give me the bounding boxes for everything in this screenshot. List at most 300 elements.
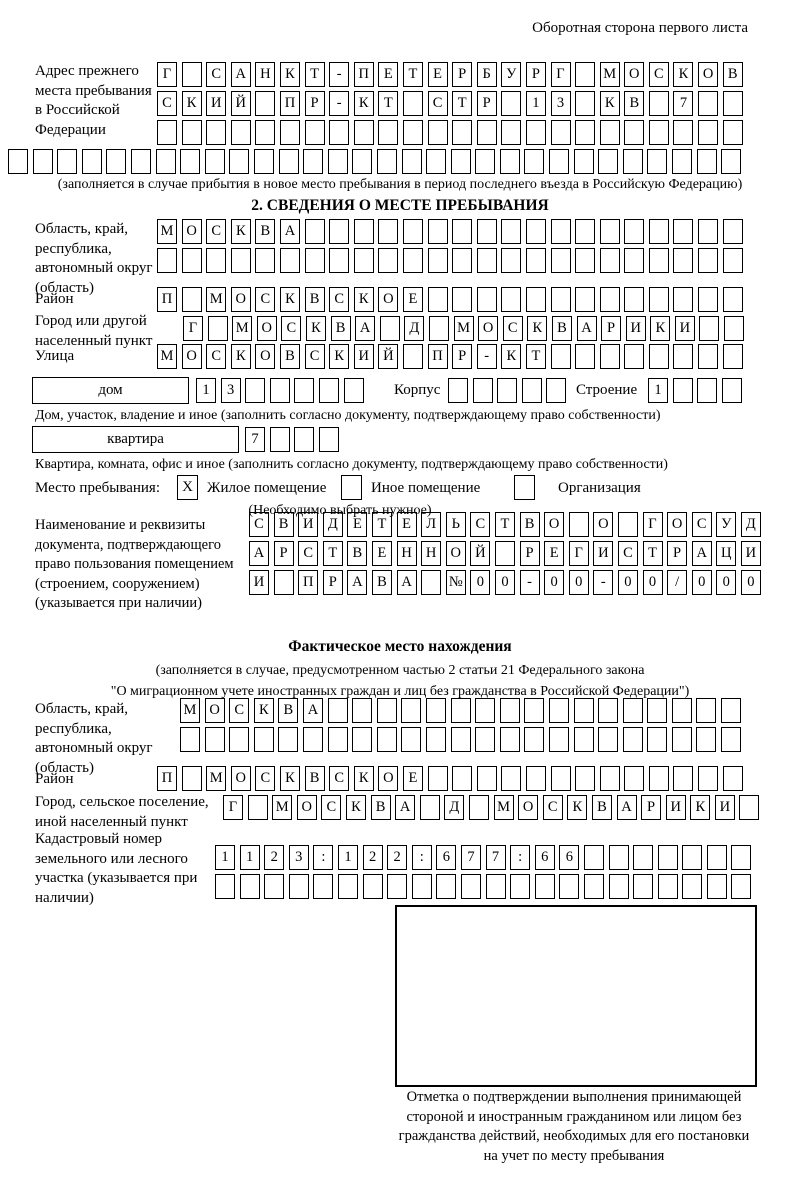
char-cell[interactable]: [575, 248, 595, 273]
checkbox-organizatsiya[interactable]: [514, 475, 535, 500]
char-cell[interactable]: М: [157, 219, 177, 244]
char-cell[interactable]: О: [257, 316, 277, 341]
char-cell[interactable]: [633, 874, 653, 899]
char-cell[interactable]: /: [667, 570, 687, 595]
char-cell[interactable]: О: [297, 795, 317, 820]
char-cell[interactable]: [329, 120, 349, 145]
char-cell[interactable]: [264, 874, 284, 899]
char-cell[interactable]: П: [428, 344, 448, 369]
char-cell[interactable]: [524, 149, 544, 174]
char-cell[interactable]: [723, 248, 743, 273]
char-cell[interactable]: К: [182, 91, 202, 116]
char-cell[interactable]: [584, 874, 604, 899]
char-cell[interactable]: В: [372, 570, 392, 595]
char-cell[interactable]: [180, 727, 200, 752]
char-cell[interactable]: [575, 766, 595, 791]
char-cell[interactable]: И: [675, 316, 695, 341]
char-cell[interactable]: Е: [403, 287, 423, 312]
char-cell[interactable]: В: [278, 698, 298, 723]
char-cell[interactable]: И: [593, 541, 613, 566]
char-cell[interactable]: Р: [477, 91, 497, 116]
char-cell[interactable]: [698, 344, 718, 369]
char-cell[interactable]: [255, 248, 275, 273]
char-cell[interactable]: [403, 248, 423, 273]
char-cell[interactable]: [270, 427, 290, 452]
char-cell[interactable]: Р: [641, 795, 661, 820]
char-cell[interactable]: [352, 698, 372, 723]
char-cell[interactable]: [477, 766, 497, 791]
char-cell[interactable]: 1: [338, 845, 358, 870]
char-cell[interactable]: С: [206, 344, 226, 369]
char-cell[interactable]: К: [501, 344, 521, 369]
char-cell[interactable]: [575, 62, 595, 87]
char-cell[interactable]: В: [371, 795, 391, 820]
char-cell[interactable]: К: [600, 91, 620, 116]
char-cell[interactable]: [647, 727, 667, 752]
char-cell[interactable]: К: [231, 219, 251, 244]
char-cell[interactable]: [328, 149, 348, 174]
char-cell[interactable]: [551, 219, 571, 244]
char-cell[interactable]: [403, 91, 423, 116]
char-cell[interactable]: №: [446, 570, 466, 595]
char-cell[interactable]: [403, 219, 423, 244]
char-cell[interactable]: [380, 316, 400, 341]
char-cell[interactable]: [274, 570, 294, 595]
char-cell[interactable]: [524, 698, 544, 723]
char-cell[interactable]: [673, 344, 693, 369]
char-cell[interactable]: [477, 219, 497, 244]
char-cell[interactable]: И: [626, 316, 646, 341]
char-cell[interactable]: [255, 91, 275, 116]
char-cell[interactable]: [469, 795, 489, 820]
char-cell[interactable]: [205, 149, 225, 174]
char-cell[interactable]: [229, 149, 249, 174]
char-cell[interactable]: -: [593, 570, 613, 595]
char-cell[interactable]: А: [355, 316, 375, 341]
char-cell[interactable]: [428, 120, 448, 145]
char-cell[interactable]: 6: [535, 845, 555, 870]
char-cell[interactable]: [551, 287, 571, 312]
char-cell[interactable]: [575, 120, 595, 145]
char-cell[interactable]: [623, 149, 643, 174]
char-cell[interactable]: 0: [495, 570, 515, 595]
char-cell[interactable]: [378, 120, 398, 145]
char-cell[interactable]: О: [378, 287, 398, 312]
char-cell[interactable]: [698, 219, 718, 244]
char-cell[interactable]: [475, 149, 495, 174]
char-cell[interactable]: Е: [347, 512, 367, 537]
char-cell[interactable]: О: [544, 512, 564, 537]
char-cell[interactable]: У: [716, 512, 736, 537]
char-cell[interactable]: [452, 287, 472, 312]
char-cell[interactable]: В: [592, 795, 612, 820]
char-cell[interactable]: О: [593, 512, 613, 537]
char-cell[interactable]: [131, 149, 151, 174]
char-cell[interactable]: [231, 248, 251, 273]
char-cell[interactable]: [549, 727, 569, 752]
char-cell[interactable]: [658, 845, 678, 870]
char-cell[interactable]: С: [305, 344, 325, 369]
char-cell[interactable]: [569, 512, 589, 537]
char-cell[interactable]: [319, 427, 339, 452]
char-cell[interactable]: К: [673, 62, 693, 87]
char-cell[interactable]: Р: [601, 316, 621, 341]
char-cell[interactable]: В: [624, 91, 644, 116]
char-cell[interactable]: Е: [428, 62, 448, 87]
char-cell[interactable]: [739, 795, 759, 820]
char-cell[interactable]: К: [280, 62, 300, 87]
char-cell[interactable]: С: [255, 287, 275, 312]
char-cell[interactable]: [387, 874, 407, 899]
char-cell[interactable]: К: [354, 766, 374, 791]
char-cell[interactable]: О: [478, 316, 498, 341]
char-cell[interactable]: [157, 120, 177, 145]
char-cell[interactable]: [294, 427, 314, 452]
char-cell[interactable]: [229, 727, 249, 752]
char-cell[interactable]: В: [520, 512, 540, 537]
char-cell[interactable]: [428, 248, 448, 273]
char-cell[interactable]: Л: [421, 512, 441, 537]
char-cell[interactable]: С: [206, 219, 226, 244]
char-cell[interactable]: 2: [264, 845, 284, 870]
char-cell[interactable]: [600, 766, 620, 791]
char-cell[interactable]: [477, 120, 497, 145]
char-cell[interactable]: [649, 766, 669, 791]
char-cell[interactable]: Е: [372, 541, 392, 566]
char-cell[interactable]: [475, 698, 495, 723]
char-cell[interactable]: И: [715, 795, 735, 820]
char-cell[interactable]: [231, 120, 251, 145]
char-cell[interactable]: [461, 874, 481, 899]
char-cell[interactable]: [205, 727, 225, 752]
char-cell[interactable]: К: [527, 316, 547, 341]
char-cell[interactable]: [215, 874, 235, 899]
char-cell[interactable]: [575, 344, 595, 369]
char-cell[interactable]: С: [692, 512, 712, 537]
char-cell[interactable]: [501, 91, 521, 116]
char-cell[interactable]: [182, 287, 202, 312]
char-cell[interactable]: [673, 766, 693, 791]
char-cell[interactable]: [721, 727, 741, 752]
char-cell[interactable]: М: [206, 766, 226, 791]
char-cell[interactable]: С: [281, 316, 301, 341]
char-cell[interactable]: [378, 248, 398, 273]
char-cell[interactable]: [248, 795, 268, 820]
char-cell[interactable]: [182, 62, 202, 87]
char-cell[interactable]: -: [329, 91, 349, 116]
char-cell[interactable]: [451, 727, 471, 752]
char-cell[interactable]: [352, 149, 372, 174]
char-cell[interactable]: [682, 845, 702, 870]
char-cell[interactable]: С: [329, 766, 349, 791]
char-cell[interactable]: [551, 120, 571, 145]
char-cell[interactable]: В: [347, 541, 367, 566]
char-cell[interactable]: [280, 120, 300, 145]
char-cell[interactable]: Н: [421, 541, 441, 566]
char-cell[interactable]: [575, 91, 595, 116]
char-cell[interactable]: :: [510, 845, 530, 870]
char-cell[interactable]: Т: [495, 512, 515, 537]
char-cell[interactable]: А: [280, 219, 300, 244]
char-cell[interactable]: 0: [692, 570, 712, 595]
char-cell[interactable]: [696, 727, 716, 752]
char-cell[interactable]: Р: [526, 62, 546, 87]
char-cell[interactable]: [280, 248, 300, 273]
char-cell[interactable]: [501, 248, 521, 273]
char-cell[interactable]: Р: [520, 541, 540, 566]
char-cell[interactable]: Т: [403, 62, 423, 87]
char-cell[interactable]: [33, 149, 53, 174]
char-cell[interactable]: 7: [245, 427, 265, 452]
char-cell[interactable]: [206, 120, 226, 145]
char-cell[interactable]: И: [354, 344, 374, 369]
char-cell[interactable]: К: [346, 795, 366, 820]
char-cell[interactable]: Й: [378, 344, 398, 369]
char-cell[interactable]: [598, 727, 618, 752]
char-cell[interactable]: [673, 120, 693, 145]
char-cell[interactable]: В: [305, 287, 325, 312]
char-cell[interactable]: [697, 149, 717, 174]
char-cell[interactable]: [522, 378, 542, 403]
char-cell[interactable]: [721, 698, 741, 723]
char-cell[interactable]: [303, 727, 323, 752]
char-cell[interactable]: [452, 766, 472, 791]
char-cell[interactable]: [401, 698, 421, 723]
char-cell[interactable]: А: [397, 570, 417, 595]
char-cell[interactable]: 3: [551, 91, 571, 116]
char-cell[interactable]: [609, 845, 629, 870]
char-cell[interactable]: [452, 248, 472, 273]
char-cell[interactable]: [609, 874, 629, 899]
char-cell[interactable]: С: [249, 512, 269, 537]
char-cell[interactable]: С: [298, 541, 318, 566]
char-cell[interactable]: О: [231, 766, 251, 791]
char-cell[interactable]: С: [229, 698, 249, 723]
char-cell[interactable]: [363, 874, 383, 899]
char-cell[interactable]: [600, 120, 620, 145]
char-cell[interactable]: Д: [444, 795, 464, 820]
char-cell[interactable]: К: [280, 287, 300, 312]
char-cell[interactable]: [649, 344, 669, 369]
char-cell[interactable]: И: [249, 570, 269, 595]
char-cell[interactable]: [574, 698, 594, 723]
char-cell[interactable]: В: [305, 766, 325, 791]
char-cell[interactable]: [475, 727, 495, 752]
char-cell[interactable]: Й: [231, 91, 251, 116]
char-cell[interactable]: [501, 120, 521, 145]
char-cell[interactable]: [426, 698, 446, 723]
char-cell[interactable]: Е: [397, 512, 417, 537]
char-cell[interactable]: -: [477, 344, 497, 369]
char-cell[interactable]: [354, 219, 374, 244]
char-cell[interactable]: М: [600, 62, 620, 87]
char-cell[interactable]: [707, 874, 727, 899]
char-cell[interactable]: [600, 344, 620, 369]
char-cell[interactable]: [429, 316, 449, 341]
char-cell[interactable]: А: [577, 316, 597, 341]
char-cell[interactable]: К: [354, 91, 374, 116]
char-cell[interactable]: [551, 248, 571, 273]
char-cell[interactable]: [649, 248, 669, 273]
char-cell[interactable]: 0: [643, 570, 663, 595]
char-cell[interactable]: [303, 149, 323, 174]
char-cell[interactable]: [731, 845, 751, 870]
char-cell[interactable]: [624, 219, 644, 244]
char-cell[interactable]: Д: [404, 316, 424, 341]
char-cell[interactable]: [452, 120, 472, 145]
char-cell[interactable]: [428, 766, 448, 791]
char-cell[interactable]: [649, 287, 669, 312]
char-cell[interactable]: А: [347, 570, 367, 595]
char-cell[interactable]: [575, 219, 595, 244]
char-cell[interactable]: 2: [363, 845, 383, 870]
char-cell[interactable]: Г: [643, 512, 663, 537]
char-cell[interactable]: [549, 698, 569, 723]
char-cell[interactable]: О: [231, 287, 251, 312]
char-cell[interactable]: К: [650, 316, 670, 341]
char-cell[interactable]: [182, 766, 202, 791]
char-cell[interactable]: [526, 766, 546, 791]
char-cell[interactable]: [344, 378, 364, 403]
char-cell[interactable]: Р: [323, 570, 343, 595]
char-cell[interactable]: [600, 287, 620, 312]
char-cell[interactable]: [723, 766, 743, 791]
char-cell[interactable]: [672, 698, 692, 723]
char-cell[interactable]: -: [329, 62, 349, 87]
char-cell[interactable]: О: [378, 766, 398, 791]
char-cell[interactable]: [426, 727, 446, 752]
char-cell[interactable]: Б: [477, 62, 497, 87]
char-cell[interactable]: [338, 874, 358, 899]
char-cell[interactable]: И: [206, 91, 226, 116]
char-cell[interactable]: [329, 219, 349, 244]
char-cell[interactable]: [313, 874, 333, 899]
char-cell[interactable]: И: [298, 512, 318, 537]
char-cell[interactable]: [500, 727, 520, 752]
char-cell[interactable]: [723, 219, 743, 244]
char-cell[interactable]: Г: [157, 62, 177, 87]
char-cell[interactable]: [526, 248, 546, 273]
char-cell[interactable]: Т: [323, 541, 343, 566]
char-cell[interactable]: [8, 149, 28, 174]
char-cell[interactable]: [723, 287, 743, 312]
char-cell[interactable]: С: [255, 766, 275, 791]
char-cell[interactable]: К: [306, 316, 326, 341]
char-cell[interactable]: Т: [643, 541, 663, 566]
char-cell[interactable]: К: [690, 795, 710, 820]
char-cell[interactable]: Е: [378, 62, 398, 87]
char-cell[interactable]: С: [618, 541, 638, 566]
char-cell[interactable]: [707, 845, 727, 870]
char-cell[interactable]: 0: [544, 570, 564, 595]
char-cell[interactable]: П: [354, 62, 374, 87]
char-cell[interactable]: 7: [486, 845, 506, 870]
char-cell[interactable]: М: [454, 316, 474, 341]
char-cell[interactable]: М: [272, 795, 292, 820]
char-cell[interactable]: [378, 219, 398, 244]
char-cell[interactable]: [584, 845, 604, 870]
char-cell[interactable]: [497, 378, 517, 403]
char-cell[interactable]: [157, 248, 177, 273]
char-cell[interactable]: [401, 727, 421, 752]
char-cell[interactable]: 1: [648, 378, 668, 403]
char-cell[interactable]: К: [567, 795, 587, 820]
char-cell[interactable]: Г: [569, 541, 589, 566]
char-cell[interactable]: [623, 727, 643, 752]
char-cell[interactable]: [649, 219, 669, 244]
char-cell[interactable]: [699, 316, 719, 341]
char-cell[interactable]: В: [331, 316, 351, 341]
char-cell[interactable]: К: [254, 698, 274, 723]
char-cell[interactable]: [731, 874, 751, 899]
char-cell[interactable]: 0: [618, 570, 638, 595]
char-cell[interactable]: [721, 149, 741, 174]
char-cell[interactable]: [377, 149, 397, 174]
char-cell[interactable]: К: [354, 287, 374, 312]
char-cell[interactable]: [403, 120, 423, 145]
char-cell[interactable]: [546, 378, 566, 403]
char-cell[interactable]: [672, 727, 692, 752]
char-cell[interactable]: И: [666, 795, 686, 820]
char-cell[interactable]: [598, 149, 618, 174]
char-cell[interactable]: [319, 378, 339, 403]
char-cell[interactable]: [501, 219, 521, 244]
char-cell[interactable]: [452, 219, 472, 244]
char-cell[interactable]: Р: [667, 541, 687, 566]
char-cell[interactable]: [329, 248, 349, 273]
char-cell[interactable]: [672, 149, 692, 174]
char-cell[interactable]: С: [329, 287, 349, 312]
char-cell[interactable]: [633, 845, 653, 870]
char-cell[interactable]: О: [182, 344, 202, 369]
char-cell[interactable]: [208, 316, 228, 341]
char-cell[interactable]: :: [313, 845, 333, 870]
char-cell[interactable]: [698, 248, 718, 273]
char-cell[interactable]: [574, 149, 594, 174]
char-cell[interactable]: С: [428, 91, 448, 116]
char-cell[interactable]: [486, 874, 506, 899]
char-cell[interactable]: С: [649, 62, 669, 87]
char-cell[interactable]: М: [494, 795, 514, 820]
char-cell[interactable]: [600, 248, 620, 273]
char-cell[interactable]: [428, 287, 448, 312]
char-cell[interactable]: [649, 91, 669, 116]
char-cell[interactable]: В: [280, 344, 300, 369]
char-cell[interactable]: П: [280, 91, 300, 116]
char-cell[interactable]: [436, 874, 456, 899]
char-cell[interactable]: Ц: [716, 541, 736, 566]
char-cell[interactable]: Н: [255, 62, 275, 87]
char-cell[interactable]: [255, 120, 275, 145]
char-cell[interactable]: [328, 698, 348, 723]
char-cell[interactable]: [524, 727, 544, 752]
char-cell[interactable]: О: [446, 541, 466, 566]
char-cell[interactable]: Ь: [446, 512, 466, 537]
char-cell[interactable]: :: [412, 845, 432, 870]
char-cell[interactable]: 1: [215, 845, 235, 870]
char-cell[interactable]: [421, 570, 441, 595]
char-cell[interactable]: [156, 149, 176, 174]
char-cell[interactable]: 0: [569, 570, 589, 595]
char-cell[interactable]: [618, 512, 638, 537]
char-cell[interactable]: [658, 874, 678, 899]
char-cell[interactable]: О: [205, 698, 225, 723]
char-cell[interactable]: [428, 219, 448, 244]
char-cell[interactable]: [57, 149, 77, 174]
char-cell[interactable]: Г: [183, 316, 203, 341]
char-cell[interactable]: [673, 248, 693, 273]
char-cell[interactable]: [354, 120, 374, 145]
